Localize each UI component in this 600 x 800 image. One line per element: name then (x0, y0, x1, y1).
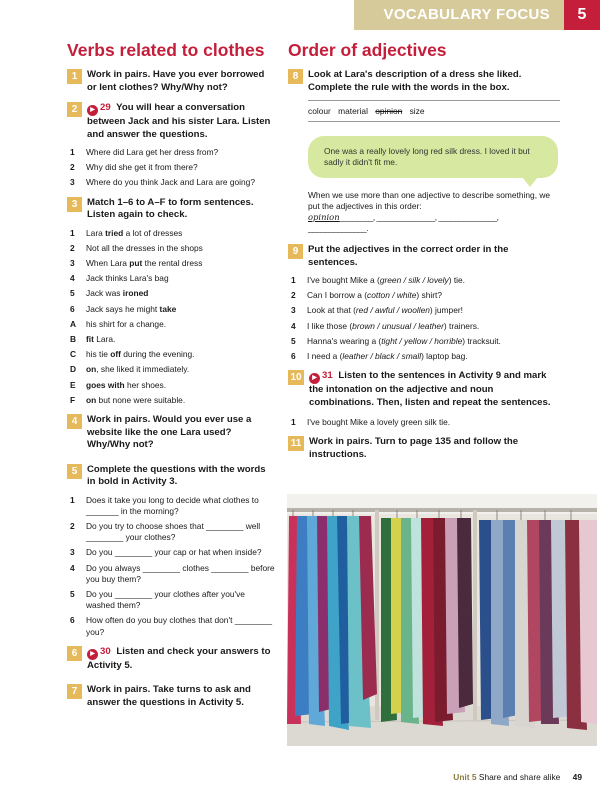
list-item: A his shirt for a change. (70, 318, 167, 329)
word-box (308, 101, 560, 122)
list-item: 2 Not all the dresses in the shops (70, 242, 203, 253)
footer-unit: Unit 5 (453, 772, 477, 782)
list-item: 6 How often do you buy clothes that don't ________ you? (70, 615, 272, 637)
intonation-example (288, 417, 560, 428)
clothes-rack-photo (287, 494, 597, 746)
activity-number: 8 (288, 69, 303, 84)
list-item: 1 Where did Lara get her dress from? (70, 147, 219, 157)
list-item: 5 Do you ________ your clothes after you've washed them? (70, 588, 245, 611)
list-item: B fit Lara. (70, 334, 116, 345)
activity-instruction: Put the adjectives in the correct order in the sentences. (308, 244, 509, 268)
activity-instruction: Work in pairs. Have you ever borrowed or lent clothes? Why/Why not? (87, 69, 265, 93)
activity-number: 5 (67, 464, 82, 479)
list-item: 3 Where do you think Jack and Lara are going? (70, 177, 256, 188)
gap-fill-list (67, 495, 275, 638)
list-item: 6 I need a (leather / black / small) laptop bag. (291, 351, 468, 362)
activity-1 (67, 69, 275, 94)
right-column (288, 40, 560, 467)
section-title-adjectives: Order of adjectives (288, 40, 447, 60)
page-header (0, 0, 600, 30)
activity-number: 7 (67, 684, 82, 699)
list-item: 2 Do you try to choose shoes that ________ well ________ your clothes? (70, 520, 261, 543)
list-item: 2 Why did she get it from there? (70, 162, 198, 173)
activity-number: 9 (288, 244, 303, 259)
activity-number: 6 (67, 646, 82, 661)
activity-7 (67, 684, 275, 709)
question-list (67, 147, 275, 189)
list-item: F on but none were suitable. (70, 394, 186, 405)
list-item: 3 Do you ________ your cap or hat when inside? (70, 547, 262, 558)
list-item: D on, she liked it immediately. (70, 364, 190, 375)
activity-10 (288, 370, 560, 409)
list-item: 1 I've bought Mike a lovely green silk tie. (291, 417, 451, 428)
list-item: 6 Jack says he might take (70, 303, 177, 314)
sentence-endings-list (67, 319, 275, 406)
activity-number: 11 (288, 436, 304, 451)
word-size: size (409, 106, 425, 116)
list-item: 2 Can I borrow a (cotton / white) shirt? (291, 290, 443, 301)
activity-instruction: Match 1–6 to A–F to form sentences. Listen again to check. (87, 196, 254, 221)
activity-instruction: You will hear a conversation between Jack and his sister Lara. Listen and answer the questions. (87, 102, 271, 140)
activity-number: 4 (67, 414, 82, 429)
play-audio-icon[interactable]: ▶ (87, 649, 98, 660)
activity-instruction: Listen and check your answers to Activity 5. (87, 645, 271, 671)
word-colour: colour (308, 106, 331, 116)
section-label: VOCABULARY FOCUS (354, 0, 564, 30)
list-item: 4 I like those (brown / unusual / leather) trainers. (291, 320, 480, 331)
list-item: 5 Hanna's wearing a (tight / yellow / horrible) tracksuit. (291, 335, 501, 346)
list-item: 3 Look at that (red / awful / woollen) jumper! (291, 305, 463, 316)
activity-4 (67, 414, 275, 452)
activity-instruction: Work in pairs. Take turns to ask and answer the questions in Activity 5. (87, 684, 251, 708)
list-item: 5 Jack was ironed (70, 288, 149, 299)
activity-11 (288, 436, 560, 461)
list-item: 1 I've bought Mike a (green / silk / lovely) tie. (291, 275, 466, 285)
left-column (67, 40, 275, 715)
rule-example-answer: opinion (308, 212, 340, 222)
adjective-order-rule: When we use more than one adjective to describe something, we put the adjectives in this order: opinion________, ______________, ______________, ______________. (308, 190, 551, 233)
page-footer (453, 772, 582, 782)
section-title-verbs: Verbs related to clothes (67, 40, 265, 60)
audio-track-number: 29 (100, 102, 111, 113)
list-item: 4 Do you always ________ clothes ________ before you buy them? (70, 562, 275, 584)
activity-2 (67, 102, 275, 141)
activity-9 (288, 244, 560, 269)
word-opinion: opinion (375, 106, 403, 116)
wardrobe-illustration (287, 494, 597, 746)
activity-number: 1 (67, 69, 82, 84)
rule-blanks: ________, ______________, ______________, ______________. (308, 212, 499, 233)
activity-3 (67, 197, 275, 222)
play-audio-icon[interactable]: ▶ (87, 105, 98, 116)
list-item: C his tie off during the evening. (70, 349, 195, 360)
activity-instruction: Work in pairs. Turn to page 135 and follow the instructions. (309, 436, 519, 460)
adjective-sentences-list (288, 275, 560, 362)
activity-6 (67, 646, 275, 673)
activity-instruction: Complete the questions with the words in bold in Activity 3. (87, 463, 266, 488)
list-item: E goes with her shoes. (70, 379, 167, 390)
page-number: 49 (572, 772, 582, 782)
audio-track-number: 30 (100, 645, 111, 657)
activity-instruction: Listen to the sentences in Activity 9 and mark the intonation on the adjective and noun combinations. Then, listen and repeat the sentences. (309, 370, 551, 408)
sentence-starts-list (67, 228, 275, 315)
activity-instruction: Work in pairs. Would you ever use a website like the one Lara used? Why/Why not? (87, 414, 252, 451)
activity-8 (288, 69, 560, 94)
list-item: 4 Jack thinks Lara's bag (70, 273, 169, 284)
speech-bubble: One was a really lovely long red silk dress. I loved it but sadly it didn't fit me. (308, 136, 558, 178)
activity-5 (67, 464, 275, 489)
word-material: material (338, 106, 368, 116)
audio-track-number: 31 (322, 370, 333, 382)
list-item: 1 Does it take you long to decide what clothes to _______ in the morning? (70, 494, 259, 516)
activity-instruction: Look at Lara's description of a dress she liked. Complete the rule with the words in the box. (308, 69, 522, 93)
footer-unit-title: Share and share alike (478, 772, 561, 782)
activity-number: 2 (67, 102, 82, 117)
activity-number: 10 (288, 370, 304, 385)
activity-number: 3 (67, 197, 82, 212)
unit-number-badge: 5 (564, 0, 600, 30)
list-item: 3 When Lara put the rental dress (70, 258, 203, 269)
list-item: 1 Lara tried a lot of dresses (70, 227, 183, 238)
play-audio-icon[interactable]: ▶ (309, 373, 320, 384)
